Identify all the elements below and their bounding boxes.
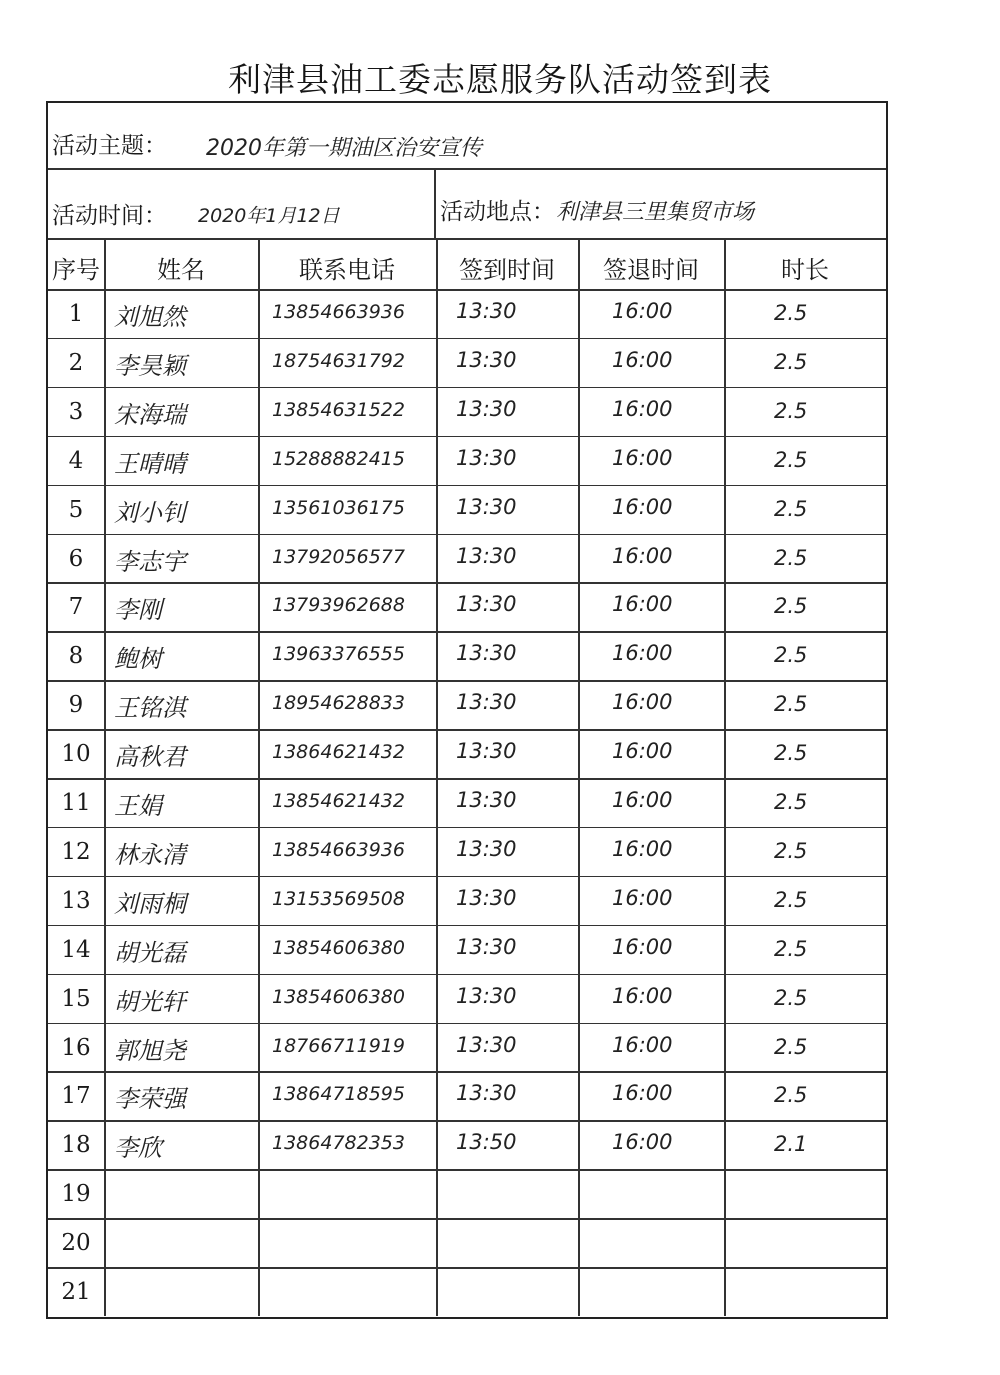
- sign-in-time-cell: 13:30: [456, 543, 517, 568]
- name-cell: 李刚: [114, 596, 162, 625]
- sign-in-time-cell: 13:30: [456, 885, 517, 910]
- column-header: 签到时间: [459, 256, 555, 284]
- row-number: 11: [61, 790, 91, 816]
- phone-cell: 15288882415: [272, 447, 405, 470]
- column-header: 序号: [52, 256, 100, 284]
- theme-value: 2020年第一期油区治安宣传: [206, 136, 482, 161]
- column-header: 姓名: [157, 256, 205, 284]
- row-divider: [48, 1218, 886, 1220]
- row-divider: [48, 534, 886, 536]
- phone-cell: 18766711919: [272, 1034, 405, 1057]
- duration-cell: 2.5: [774, 301, 808, 325]
- row-number: 9: [68, 692, 84, 719]
- row-number: 5: [68, 496, 84, 523]
- phone-cell: 13864718595: [272, 1083, 405, 1106]
- theme-label: 活动主题：: [52, 133, 167, 159]
- sign-in-time-cell: 13:30: [456, 836, 517, 861]
- phone-cell: 13854606380: [272, 936, 405, 959]
- row-divider: [48, 289, 886, 291]
- name-cell: 李荣强: [114, 1085, 186, 1114]
- sign-in-time-cell: 13:50: [456, 1130, 517, 1155]
- name-cell: 胡光磊: [114, 938, 186, 967]
- phone-cell: 18954628833: [272, 692, 405, 715]
- sign-in-time-cell: 13:30: [456, 494, 517, 519]
- row-divider: [48, 338, 886, 340]
- sign-in-time-cell: 13:30: [456, 739, 517, 764]
- duration-cell: 2.5: [774, 887, 808, 912]
- row-number: 1: [68, 301, 84, 327]
- column-divider: [436, 238, 438, 1316]
- location-value: 利津县三里集贸市场: [556, 200, 755, 225]
- sign-in-time-cell: 13:30: [456, 983, 517, 1008]
- row-divider: [48, 582, 886, 584]
- row-number: 2: [68, 349, 84, 376]
- phone-cell: 13963376555: [272, 643, 405, 666]
- name-cell: 刘雨桐: [114, 889, 186, 918]
- duration-cell: 2.5: [774, 790, 808, 814]
- row-number: 20: [61, 1230, 91, 1257]
- sign-in-time-cell: 13:30: [456, 641, 517, 666]
- row-number: 12: [61, 838, 91, 865]
- phone-cell: 13864782353: [272, 1132, 405, 1155]
- sign-out-time-cell: 16:00: [612, 543, 673, 568]
- divider: [48, 168, 886, 170]
- sign-in-time-cell: 13:30: [456, 934, 517, 959]
- divider: [48, 238, 886, 240]
- row-divider: [48, 631, 886, 633]
- phone-cell: 13854621432: [272, 790, 405, 812]
- row-divider: [48, 876, 886, 878]
- sign-in-time-cell: 13:30: [456, 445, 517, 470]
- name-cell: 王晴晴: [114, 449, 186, 478]
- sign-out-time-cell: 16:00: [612, 836, 673, 861]
- row-divider: [48, 974, 886, 976]
- row-divider: [48, 1169, 886, 1171]
- column-divider: [258, 238, 260, 1316]
- row-divider: [48, 387, 886, 389]
- duration-cell: 2.5: [774, 496, 808, 521]
- sign-in-time-cell: 13:30: [456, 299, 517, 323]
- column-divider: [724, 238, 726, 1316]
- row-divider: [48, 778, 886, 780]
- sign-out-time-cell: 16:00: [612, 396, 673, 421]
- sign-in-time-cell: 13:30: [456, 1081, 517, 1106]
- row-number: 14: [61, 936, 91, 963]
- column-header: 时长: [781, 256, 829, 284]
- duration-cell: 2.5: [774, 545, 808, 570]
- name-cell: 胡光轩: [114, 987, 186, 1016]
- duration-cell: 2.5: [774, 349, 808, 374]
- sign-out-time-cell: 16:00: [612, 641, 673, 666]
- divider: [434, 168, 436, 238]
- column-header: 签退时间: [603, 256, 699, 284]
- name-cell: 王铭淇: [114, 694, 186, 723]
- name-cell: 刘旭然: [114, 303, 186, 331]
- duration-cell: 2.5: [774, 838, 808, 863]
- sign-out-time-cell: 16:00: [612, 1081, 673, 1106]
- row-divider: [48, 1071, 886, 1073]
- sign-out-time-cell: 16:00: [612, 690, 673, 715]
- phone-cell: 13864621432: [272, 741, 405, 764]
- sign-out-time-cell: 16:00: [612, 739, 673, 764]
- sign-out-time-cell: 16:00: [612, 299, 673, 323]
- phone-cell: 18754631792: [272, 349, 405, 372]
- sign-out-time-cell: 16:00: [612, 347, 673, 372]
- duration-cell: 2.5: [774, 1034, 808, 1059]
- name-cell: 鲍树: [114, 645, 162, 674]
- phone-cell: 13153569508: [272, 887, 405, 910]
- name-cell: 李昊颖: [114, 351, 186, 380]
- row-divider: [48, 436, 886, 438]
- sign-in-time-cell: 13:30: [456, 592, 517, 617]
- row-number: 16: [61, 1034, 91, 1061]
- row-number: 6: [68, 545, 84, 572]
- row-divider: [48, 1267, 886, 1269]
- duration-cell: 2.5: [774, 741, 808, 766]
- column-divider: [578, 238, 580, 1316]
- row-divider: [48, 1023, 886, 1025]
- name-cell: 李欣: [114, 1134, 162, 1163]
- duration-cell: 2.5: [774, 692, 808, 717]
- column-header: 联系电话: [299, 256, 395, 284]
- row-number: 15: [61, 985, 91, 1012]
- row-number: 19: [61, 1181, 91, 1208]
- duration-cell: 2.5: [774, 447, 808, 472]
- row-number: 10: [61, 741, 91, 768]
- sign-in-time-cell: 13:30: [456, 1032, 517, 1057]
- phone-cell: 13854663936: [272, 838, 405, 861]
- row-number: 3: [68, 398, 84, 425]
- sign-out-time-cell: 16:00: [612, 592, 673, 617]
- row-divider: [48, 1120, 886, 1122]
- sign-in-time-cell: 13:30: [456, 396, 517, 421]
- sign-out-time-cell: 16:00: [612, 445, 673, 470]
- phone-cell: 13854631522: [272, 398, 405, 421]
- row-number: 8: [68, 643, 84, 670]
- sign-out-time-cell: 16:00: [612, 494, 673, 519]
- name-cell: 郭旭尧: [114, 1036, 186, 1065]
- duration-cell: 2.5: [774, 594, 808, 619]
- sign-in-time-cell: 13:30: [456, 690, 517, 715]
- sign-in-sheet: [46, 101, 888, 1319]
- sign-out-time-cell: 16:00: [612, 1032, 673, 1057]
- row-divider: [48, 827, 886, 829]
- duration-cell: 2.1: [774, 1132, 808, 1157]
- sign-out-time-cell: 16:00: [612, 983, 673, 1008]
- phone-cell: 13793962688: [272, 594, 405, 617]
- name-cell: 高秋君: [114, 743, 186, 772]
- row-number: 4: [68, 447, 84, 474]
- phone-cell: 13561036175: [272, 496, 405, 519]
- duration-cell: 2.5: [774, 643, 808, 668]
- location-label: 活动地点：: [440, 199, 555, 225]
- sign-out-time-cell: 16:00: [612, 885, 673, 910]
- row-number: 18: [61, 1132, 91, 1159]
- sign-in-time-cell: 13:30: [456, 347, 517, 372]
- name-cell: 林永清: [114, 840, 186, 869]
- name-cell: 李志宇: [114, 547, 186, 576]
- duration-cell: 2.5: [774, 936, 808, 961]
- page-title: 利津县油工委志愿服务队活动签到表: [228, 60, 772, 99]
- name-cell: 刘小钊: [114, 498, 186, 527]
- sign-out-time-cell: 16:00: [612, 1130, 673, 1155]
- column-divider: [104, 238, 106, 1316]
- duration-cell: 2.5: [774, 1083, 808, 1108]
- duration-cell: 2.5: [774, 398, 808, 423]
- row-number: 13: [61, 887, 91, 914]
- phone-cell: 13854663936: [272, 301, 405, 323]
- phone-cell: 13854606380: [272, 985, 405, 1008]
- row-number: 17: [61, 1083, 91, 1110]
- sign-in-time-cell: 13:30: [456, 788, 517, 812]
- sign-out-time-cell: 16:00: [612, 788, 673, 812]
- time-label: 活动时间：: [52, 203, 167, 229]
- row-divider: [48, 485, 886, 487]
- row-divider: [48, 680, 886, 682]
- duration-cell: 2.5: [774, 985, 808, 1010]
- sign-out-time-cell: 16:00: [612, 934, 673, 959]
- row-number: 7: [68, 594, 84, 621]
- row-divider: [48, 925, 886, 927]
- name-cell: 王娟: [114, 792, 162, 820]
- phone-cell: 13792056577: [272, 545, 405, 568]
- row-number: 21: [61, 1279, 91, 1305]
- row-divider: [48, 729, 886, 731]
- name-cell: 宋海瑞: [114, 400, 186, 429]
- time-value: 2020年1月12日: [198, 205, 340, 227]
